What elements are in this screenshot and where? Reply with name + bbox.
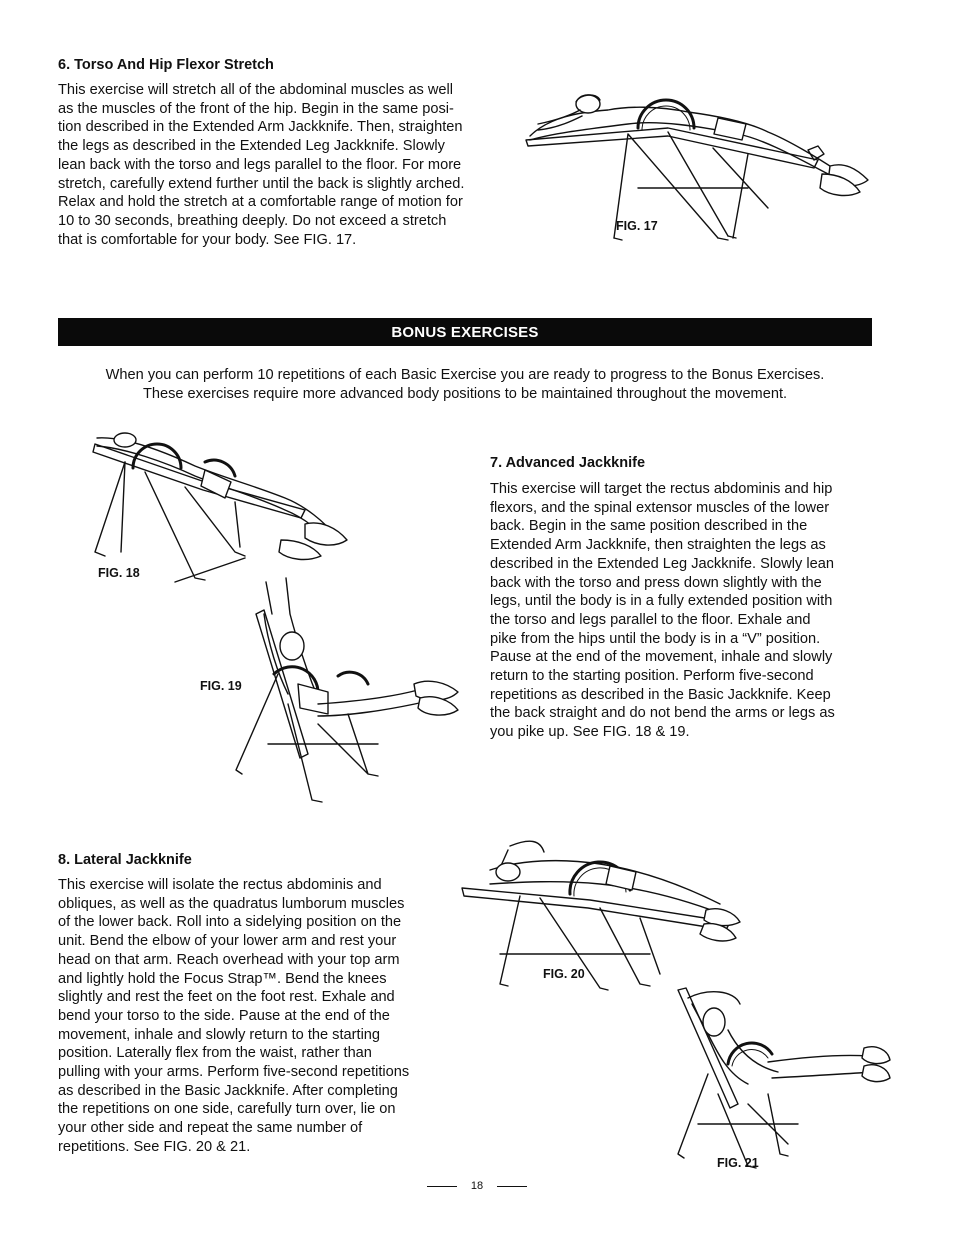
- text-line: the torso and legs parallel to the floor. Exhale and: [490, 611, 811, 628]
- text-line: Pause at the end of the movement, inhale and slowly: [490, 649, 833, 666]
- text-line: unit. Bend the elbow of your lower arm and rest your: [58, 933, 397, 950]
- footer-rule-right: [497, 1186, 527, 1187]
- text-line: lean back with the torso and legs parallel to the floor. For more: [58, 156, 462, 173]
- text-line: and lightly hold the Focus Strap™. Bend the knees: [58, 970, 387, 987]
- text-line: that is comfortable for your body. See FIG. 17.: [58, 231, 357, 248]
- text-line: slightly and rest the feet on the foot rest. Exhale and: [58, 989, 395, 1006]
- text-line: pike from the hips until the body is in a “V” position.: [490, 630, 821, 647]
- intro-line: When you can perform 10 repetitions of each Basic Exercise you are ready to progress to the Bonus Exercises.: [105, 367, 825, 383]
- text-line: return to the starting position. Perform five-second: [490, 668, 814, 685]
- text-line: Extended Arm Jackknife, then straighten the legs as: [490, 537, 826, 554]
- text-line: Relax and hold the stretch at a comfortable range of motion for: [58, 194, 463, 211]
- text-line: This exercise will stretch all of the abdominal muscles as well: [58, 82, 453, 98]
- section-6-heading: 6. Torso And Hip Flexor Stretch: [58, 57, 274, 73]
- text-line: you pike up. See FIG. 18 & 19.: [490, 724, 690, 741]
- fig-19-illustration: [228, 574, 468, 810]
- text-line: as the muscles of the front of the hip. Begin in the same posi-: [58, 100, 454, 117]
- footer-rule-left: [427, 1186, 457, 1187]
- fig-20-label: FIG. 20: [543, 967, 585, 981]
- text-line: back. Begin in the same position described in the: [490, 518, 808, 535]
- text-line: stretch, carefully extend further until the back is slightly arched.: [58, 175, 465, 192]
- text-line: movement, inhale and slowly return to the starting: [58, 1026, 381, 1043]
- text-line: as described in the Basic Jackknife. After completing: [58, 1082, 398, 1099]
- fig-19-label: FIG. 19: [200, 679, 242, 693]
- text-line: legs, until the body is in a fully extended position with: [490, 593, 833, 610]
- fig-18-illustration: [85, 432, 355, 584]
- text-line: pulling with your arms. Perform five-second repetitions: [58, 1064, 410, 1081]
- text-line: tion described in the Extended Arm Jackknife. Then, straighten: [58, 119, 463, 136]
- fig-21-illustration: [668, 984, 894, 1172]
- section-8-body: [58, 876, 458, 1157]
- text-line: position. Laterally flex from the waist, rather than: [58, 1045, 372, 1062]
- text-line: your other side and repeat the same number of: [58, 1120, 363, 1137]
- bonus-exercises-banner: BONUS EXERCISES: [58, 318, 872, 346]
- section-7-heading: 7. Advanced Jackknife: [490, 455, 646, 471]
- text-line: the legs as described in the Extended Leg Jackknife. Slowly: [58, 138, 445, 155]
- text-line: of the lower back. Roll into a sidelying position on the: [58, 914, 402, 931]
- section-7-body: [490, 480, 890, 742]
- text-line: head on that arm. Reach overhead with your top arm: [58, 951, 400, 968]
- page-number: 18: [470, 1180, 484, 1192]
- section-8-heading: 8. Lateral Jackknife: [58, 852, 192, 868]
- text-line: the back straight and do not bend the arms or legs as: [490, 705, 835, 722]
- text-line: This exercise will target the rectus abdominis and hip: [490, 481, 833, 497]
- fig-18-label: FIG. 18: [98, 566, 140, 580]
- fig-17-illustration: [518, 88, 883, 248]
- text-line: repetitions as described in the Basic Jackknife. Keep: [490, 686, 831, 703]
- text-line: repetitions. See FIG. 20 & 21.: [58, 1138, 251, 1155]
- text-line: the repetitions on one side, carefully turn over, lie on: [58, 1101, 396, 1118]
- fig-17-label: FIG. 17: [616, 219, 658, 233]
- intro-line: These exercises require more advanced body positions to be maintained throughout the movement.: [142, 386, 788, 402]
- text-line: obliques, as well as the quadratus lumborum muscles: [58, 895, 405, 912]
- text-line: This exercise will isolate the rectus abdominis and: [58, 877, 382, 893]
- section-6-body: [58, 81, 508, 249]
- text-line: 10 to 30 seconds, breathing deeply. Do not exceed a stretch: [58, 212, 447, 229]
- text-line: back with the torso and press down slightly with the: [490, 574, 822, 591]
- text-line: described in the Extended Leg Jackknife. Slowly lean: [490, 555, 834, 572]
- fig-20-illustration: [460, 834, 750, 994]
- text-line: bend your torso to the side. Pause at the end of the: [58, 1007, 390, 1024]
- text-line: flexors, and the spinal extensor muscles of the lower: [490, 499, 830, 516]
- page-footer: [0, 1180, 954, 1192]
- bonus-intro: [58, 366, 872, 404]
- fig-21-label: FIG. 21: [717, 1156, 759, 1170]
